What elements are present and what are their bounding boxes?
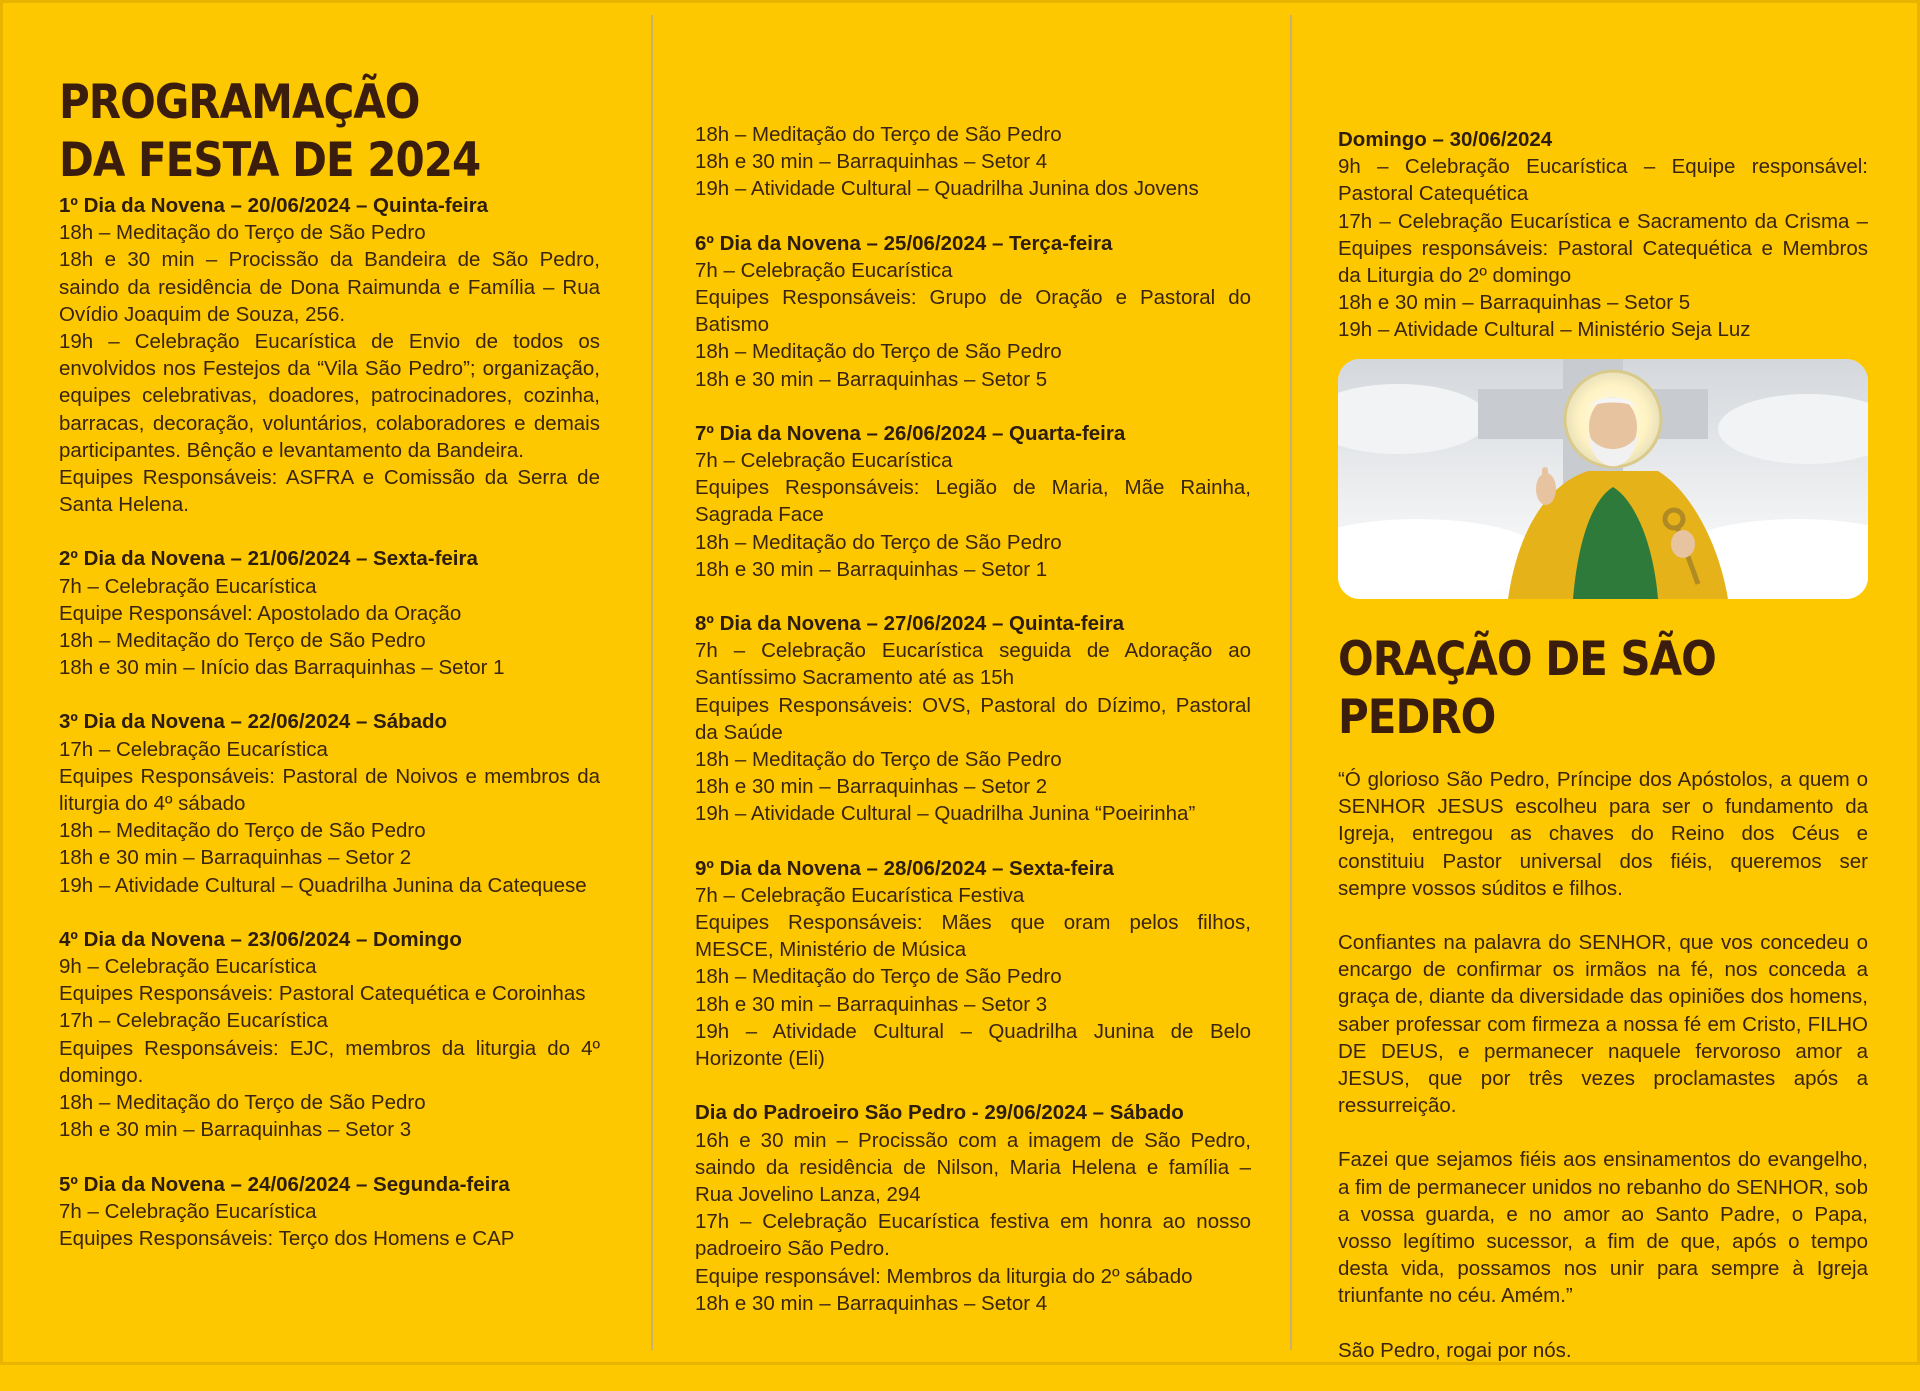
schedule-line: 18h e 30 min – Barraquinhas – Setor 5 [1338,291,1691,315]
schedule-line: 17h – Celebração Eucarística festiva em honra ao nosso padroeiro São Pedro. [695,1210,1251,1261]
schedule-line: 18h e 30 min – Procissão da Bandeira de São Pedro, saindo da residência de Dona Raimunda e Família – Rua Ovídio Joaquim de Souza, 256. [59,248,600,326]
title-line: PROGRAMAÇÃO [59,74,420,129]
schedule-line: Equipes Responsáveis: Mães que oram pelos filhos, MESCE, Ministério de Música [695,911,1251,962]
column-divider [651,15,653,1350]
schedule-line: Equipes Responsáveis: Legião de Maria, Mãe Rainha, Sagrada Face [695,476,1251,527]
schedule-line: 17h – Celebração Eucarística e Sacramento da Crisma – Equipes responsáveis: Pastoral Catequética e Membros da Liturgia do 2º domingo [1338,209,1868,288]
schedule-line: 19h – Atividade Cultural – Quadrilha Junina dos Jovens [695,177,1199,201]
schedule-line: 19h – Atividade Cultural – Quadrilha Junina “Poeirinha” [695,802,1196,826]
schedule-line: Equipe Responsável: Apostolado da Oração [59,601,462,625]
schedule-line: 18h e 30 min – Barraquinhas – Setor 2 [695,775,1048,799]
prayer-paragraph: “Ó glorioso São Pedro, Príncipe dos Apóstolos, a quem o SENHOR JESUS escolheu para ser o fundamento da Igreja, entregou as chaves do Reino dos Céus e constituiu Pastor universal dos fiéis, queremos ser sempre vossos súditos e filhos. [1338,768,1868,900]
novena-day-5-continued [695,121,1251,203]
schedule-line: 16h e 30 min – Procissão com a imagem de São Pedro, saindo da residência de Nilson, Maria Helena e família – Rua Jovelino Lanza, 294 [695,1128,1251,1206]
prayer-closing: São Pedro, rogai por nós. [1338,1338,1572,1362]
schedule-line: 18h e 30 min – Barraquinhas – Setor 2 [59,846,412,870]
day-title: 5º Dia da Novena – 24/06/2024 – Segunda-feira [59,1172,510,1196]
schedule-line: 18h e 30 min – Barraquinhas – Setor 3 [695,992,1048,1016]
patron-day [695,1099,1251,1317]
day-title: 2º Dia da Novena – 21/06/2024 – Sexta-feira [59,547,478,571]
day-title: 1º Dia da Novena – 20/06/2024 – Quinta-feira [59,194,489,217]
schedule-line: Equipes Responsáveis: OVS, Pastoral do Dízimo, Pastoral da Saúde [695,693,1251,744]
saint-peter-image [1338,359,1868,599]
schedule-line: 18h e 30 min – Barraquinhas – Setor 4 [695,150,1048,174]
schedule-line: 7h – Celebração Eucarística [59,1199,317,1223]
column-1 [59,73,600,1279]
day-title: 6º Dia da Novena – 25/06/2024 – Terça-feira [695,231,1113,255]
schedule-line: 9h – Celebração Eucarística – Equipe responsável: Pastoral Catequética [1338,155,1868,206]
schedule-line: Equipes Responsáveis: ASFRA e Comissão da Serra de Santa Helena. [59,466,600,517]
novena-day-8 [695,610,1251,828]
schedule-line: 7h – Celebração Eucarística seguida de Adoração ao Santíssimo Sacramento até as 15h [695,639,1251,690]
schedule-line: Equipes Responsáveis: Pastoral de Noivos e membros da liturgia do 4º sábado [59,764,600,816]
novena-day-4 [59,926,600,1144]
day-title: 4º Dia da Novena – 23/06/2024 – Domingo [59,927,462,951]
schedule-line: Equipes Responsáveis: Grupo de Oração e Pastoral do Batismo [695,286,1251,337]
title-line: DA FESTA DE 2024 [59,132,481,188]
schedule-line: 18h e 30 min – Barraquinhas – Setor 4 [695,1291,1048,1315]
schedule-line: Equipe responsável: Membros da liturgia do 2º sábado [695,1264,1193,1288]
column-divider [1290,15,1292,1350]
prayer-paragraph: Fazei que sejamos fiéis aos ensinamentos do evangelho, a fim de permanecer unidos no rebanho do SENHOR, sob a vossa guarda, e no amor ao Santo Padre, o Papa, vosso legítimo sucessor, a fim de que, após o tempo desta vida, possamos nos unir para sempre à Igreja triunfante no céu. Amém.” [1338,1148,1868,1308]
prayer-paragraph: Confiantes na palavra do SENHOR, que vos concedeu o encargo de confirmar os irmãos na fé, nos conceda a graça de, diante da diversidade das opiniões dos homens, saber professar com firmeza a nossa fé em Cristo, FILHO DE DEUS, e permanecer naquele fervoroso amor a JESUS, que por três vezes proclamastes após a ressurreição. [1338,931,1868,1118]
schedule-line: 18h e 30 min – Barraquinhas – Setor 5 [695,367,1048,391]
day-title: 7º Dia da Novena – 26/06/2024 – Quarta-feira [695,421,1126,445]
novena-day-2 [59,545,600,681]
schedule-line: 19h – Atividade Cultural – Quadrilha Junina da Catequese [59,873,587,897]
schedule-line: 18h e 30 min – Barraquinhas – Setor 3 [59,1118,412,1142]
schedule-line: 19h – Atividade Cultural – Ministério Seja Luz [1338,318,1751,342]
day-title: 8º Dia da Novena – 27/06/2024 – Quinta-feira [695,612,1125,636]
day-title: 9º Dia da Novena – 28/06/2024 – Sexta-feira [695,856,1114,880]
day-title: 3º Dia da Novena – 22/06/2024 – Sábado [59,710,448,734]
schedule-line: 17h – Celebração Eucarística [59,1009,328,1033]
schedule-line: Equipes Responsáveis: Terço dos Homens e CAP [59,1226,515,1250]
saint-peter-illustration [1338,359,1868,599]
day-title: Domingo – 30/06/2024 [1338,128,1553,151]
schedule-line: 9h – Celebração Eucarística [59,955,317,979]
schedule-line: 17h – Celebração Eucarística [59,737,328,761]
schedule-line: 7h – Celebração Eucarística [695,449,953,473]
schedule-line: 18h – Meditação do Terço de São Pedro [695,965,1062,989]
schedule-line: 7h – Celebração Eucarística [59,574,317,598]
schedule-line: 18h – Meditação do Terço de São Pedro [59,819,426,843]
column-3-prayer [1338,630,1868,1391]
prayer-text [1338,766,1868,1364]
novena-day-6 [695,230,1251,393]
prayer-title: ORAÇÃO DE SÃO PEDRO [1338,631,1716,745]
schedule-line: 18h e 30 min – Início das Barraquinhas – Setor 1 [59,656,505,680]
schedule-line: 18h – Meditação do Terço de São Pedro [695,530,1062,554]
day-title: Dia do Padroeiro São Pedro - 29/06/2024 – Sábado [695,1101,1184,1125]
novena-day-9 [695,855,1251,1073]
novena-day-7 [695,420,1251,583]
schedule-line: 18h – Meditação do Terço de São Pedro [59,1091,426,1115]
novena-day-5 [59,1171,600,1253]
schedule-line: 18h – Meditação do Terço de São Pedro [695,340,1062,364]
column-3-schedule [1338,126,1868,344]
schedule-line: 7h – Celebração Eucarística Festiva [695,883,1025,907]
sunday-schedule [1338,126,1868,344]
program-title [59,73,600,189]
schedule-line: Equipes Responsáveis: EJC, membros da liturgia do 4º domingo. [59,1036,600,1087]
schedule-line: 18h – Meditação do Terço de São Pedro [695,123,1062,146]
schedule-line: 18h – Meditação do Terço de São Pedro [695,748,1062,772]
schedule-line: 18h – Meditação do Terço de São Pedro [59,629,426,653]
schedule-line: 19h – Celebração Eucarística de Envio de todos os envolvidos nos Festejos da “Vila São Pedro”; organização, equipes celebrativas, doadores, patrocinadores, cozinha, barracas, decoração, voluntários, colaboradores e demais participantes. Bênção e levantamento da Bandeira. [59,330,600,462]
novena-day-1 [59,192,600,518]
schedule-line: 18h – Meditação do Terço de São Pedro [59,221,426,245]
novena-day-3 [59,708,600,898]
schedule-line: 7h – Celebração Eucarística [695,258,953,282]
schedule-line: Equipes Responsáveis: Pastoral Catequética e Coroinhas [59,982,586,1006]
schedule-line: 18h e 30 min – Barraquinhas – Setor 1 [695,557,1048,581]
column-2 [695,121,1251,1344]
schedule-line: 19h – Atividade Cultural – Quadrilha Junina de Belo Horizonte (Eli) [695,1019,1251,1071]
